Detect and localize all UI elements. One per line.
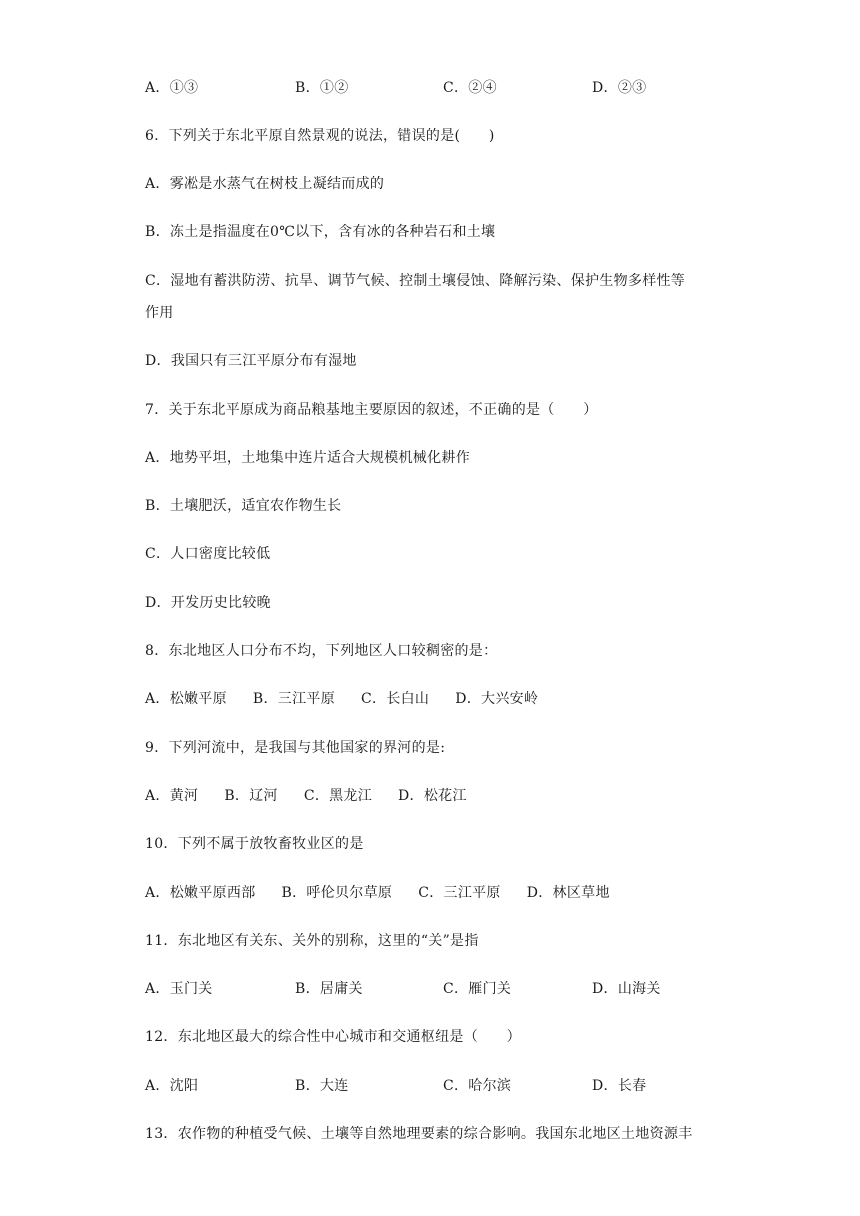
q6-option-c: C．湿地有蓄洪防涝、抗旱、调节气候、控制土壤侵蚀、降解污染、保护生物多样性等 [145, 273, 686, 289]
q11-stem: 11．东北地区有关东、关外的别称，这里的“关”是指 [145, 933, 479, 949]
q8-option-b: B．三江平原 [252, 691, 336, 707]
q10-option-b: B．呼伦贝尔草原 [281, 885, 393, 901]
q6-option-a: A．雾凇是水蒸气在树枝上凝结而成的 [145, 176, 385, 192]
q11-option-c: C．雁门关 [443, 981, 512, 997]
q5-option-a: A．①③ [145, 80, 199, 96]
q12-option-b: B．大连 [295, 1078, 349, 1094]
q11-option-d: D．山海关 [592, 981, 661, 997]
q5-option-d: D．②③ [592, 80, 647, 96]
q6-stem: 6．下列关于东北平原自然景观的说法，错误的是( ) [145, 128, 495, 144]
q8-stem: 8．东北地区人口分布不均，下列地区人口较稠密的是： [145, 643, 498, 659]
q9-option-c: C．黑龙江 [303, 788, 373, 804]
q9-stem: 9．下列河流中，是我国与其他国家的界河的是: [145, 740, 446, 756]
q12-option-a: A．沈阳 [145, 1078, 199, 1094]
q5-option-c: C．②④ [443, 80, 497, 96]
q7-option-c: C．人口密度比较低 [145, 546, 271, 562]
q6-option-b: B．冻土是指温度在0℃以下，含有冰的各种岩石和土壤 [145, 224, 496, 240]
q8-options [145, 689, 538, 709]
q10-options [145, 883, 610, 903]
q11-option-b: B．居庸关 [295, 981, 363, 997]
q10-option-d: D．林区草地 [526, 885, 610, 901]
q10-stem: 10．下列不属于放牧畜牧业区的是 [145, 836, 364, 852]
q9-option-b: B．辽河 [224, 788, 278, 804]
q12-option-d: D．长春 [592, 1078, 647, 1094]
q8-option-c: C．长白山 [361, 691, 430, 707]
q12-stem: 12．东北地区最大的综合性中心城市和交通枢纽是（ ） [145, 1029, 521, 1045]
q9-option-a: A．黄河 [145, 788, 199, 804]
q7-option-d: D．开发历史比较晚 [145, 595, 271, 611]
q8-option-d: D．大兴安岭 [455, 691, 539, 707]
q6-option-d: D．我国只有三江平原分布有湿地 [145, 353, 357, 369]
q11-options [145, 979, 845, 999]
q7-option-b: B．土壤肥沃，适宜农作物生长 [145, 498, 342, 514]
q6-option-c-continued: 作用 [145, 305, 174, 321]
q5-option-b: B．①② [295, 80, 349, 96]
q11-option-a: A．玉门关 [145, 981, 213, 997]
q13-stem: 13．农作物的种植受气候、土壤等自然地理要素的综合影响。我国东北地区土地资源丰 [145, 1126, 693, 1142]
q8-option-a: A．松嫩平原 [145, 691, 227, 707]
q7-option-a: A．地势平坦，土地集中连片适合大规模机械化耕作 [145, 450, 471, 466]
q9-option-d: D．松花江 [398, 788, 467, 804]
q12-option-c: C．哈尔滨 [443, 1078, 512, 1094]
q5-options [145, 78, 845, 98]
q9-options [145, 786, 467, 806]
q12-options [145, 1076, 845, 1096]
q10-option-a: A．松嫩平原西部 [145, 885, 256, 901]
q10-option-c: C．三江平原 [418, 885, 501, 901]
q7-stem: 7．关于东北平原成为商品粮基地主要原因的叙述，不正确的是（ ） [145, 402, 598, 418]
